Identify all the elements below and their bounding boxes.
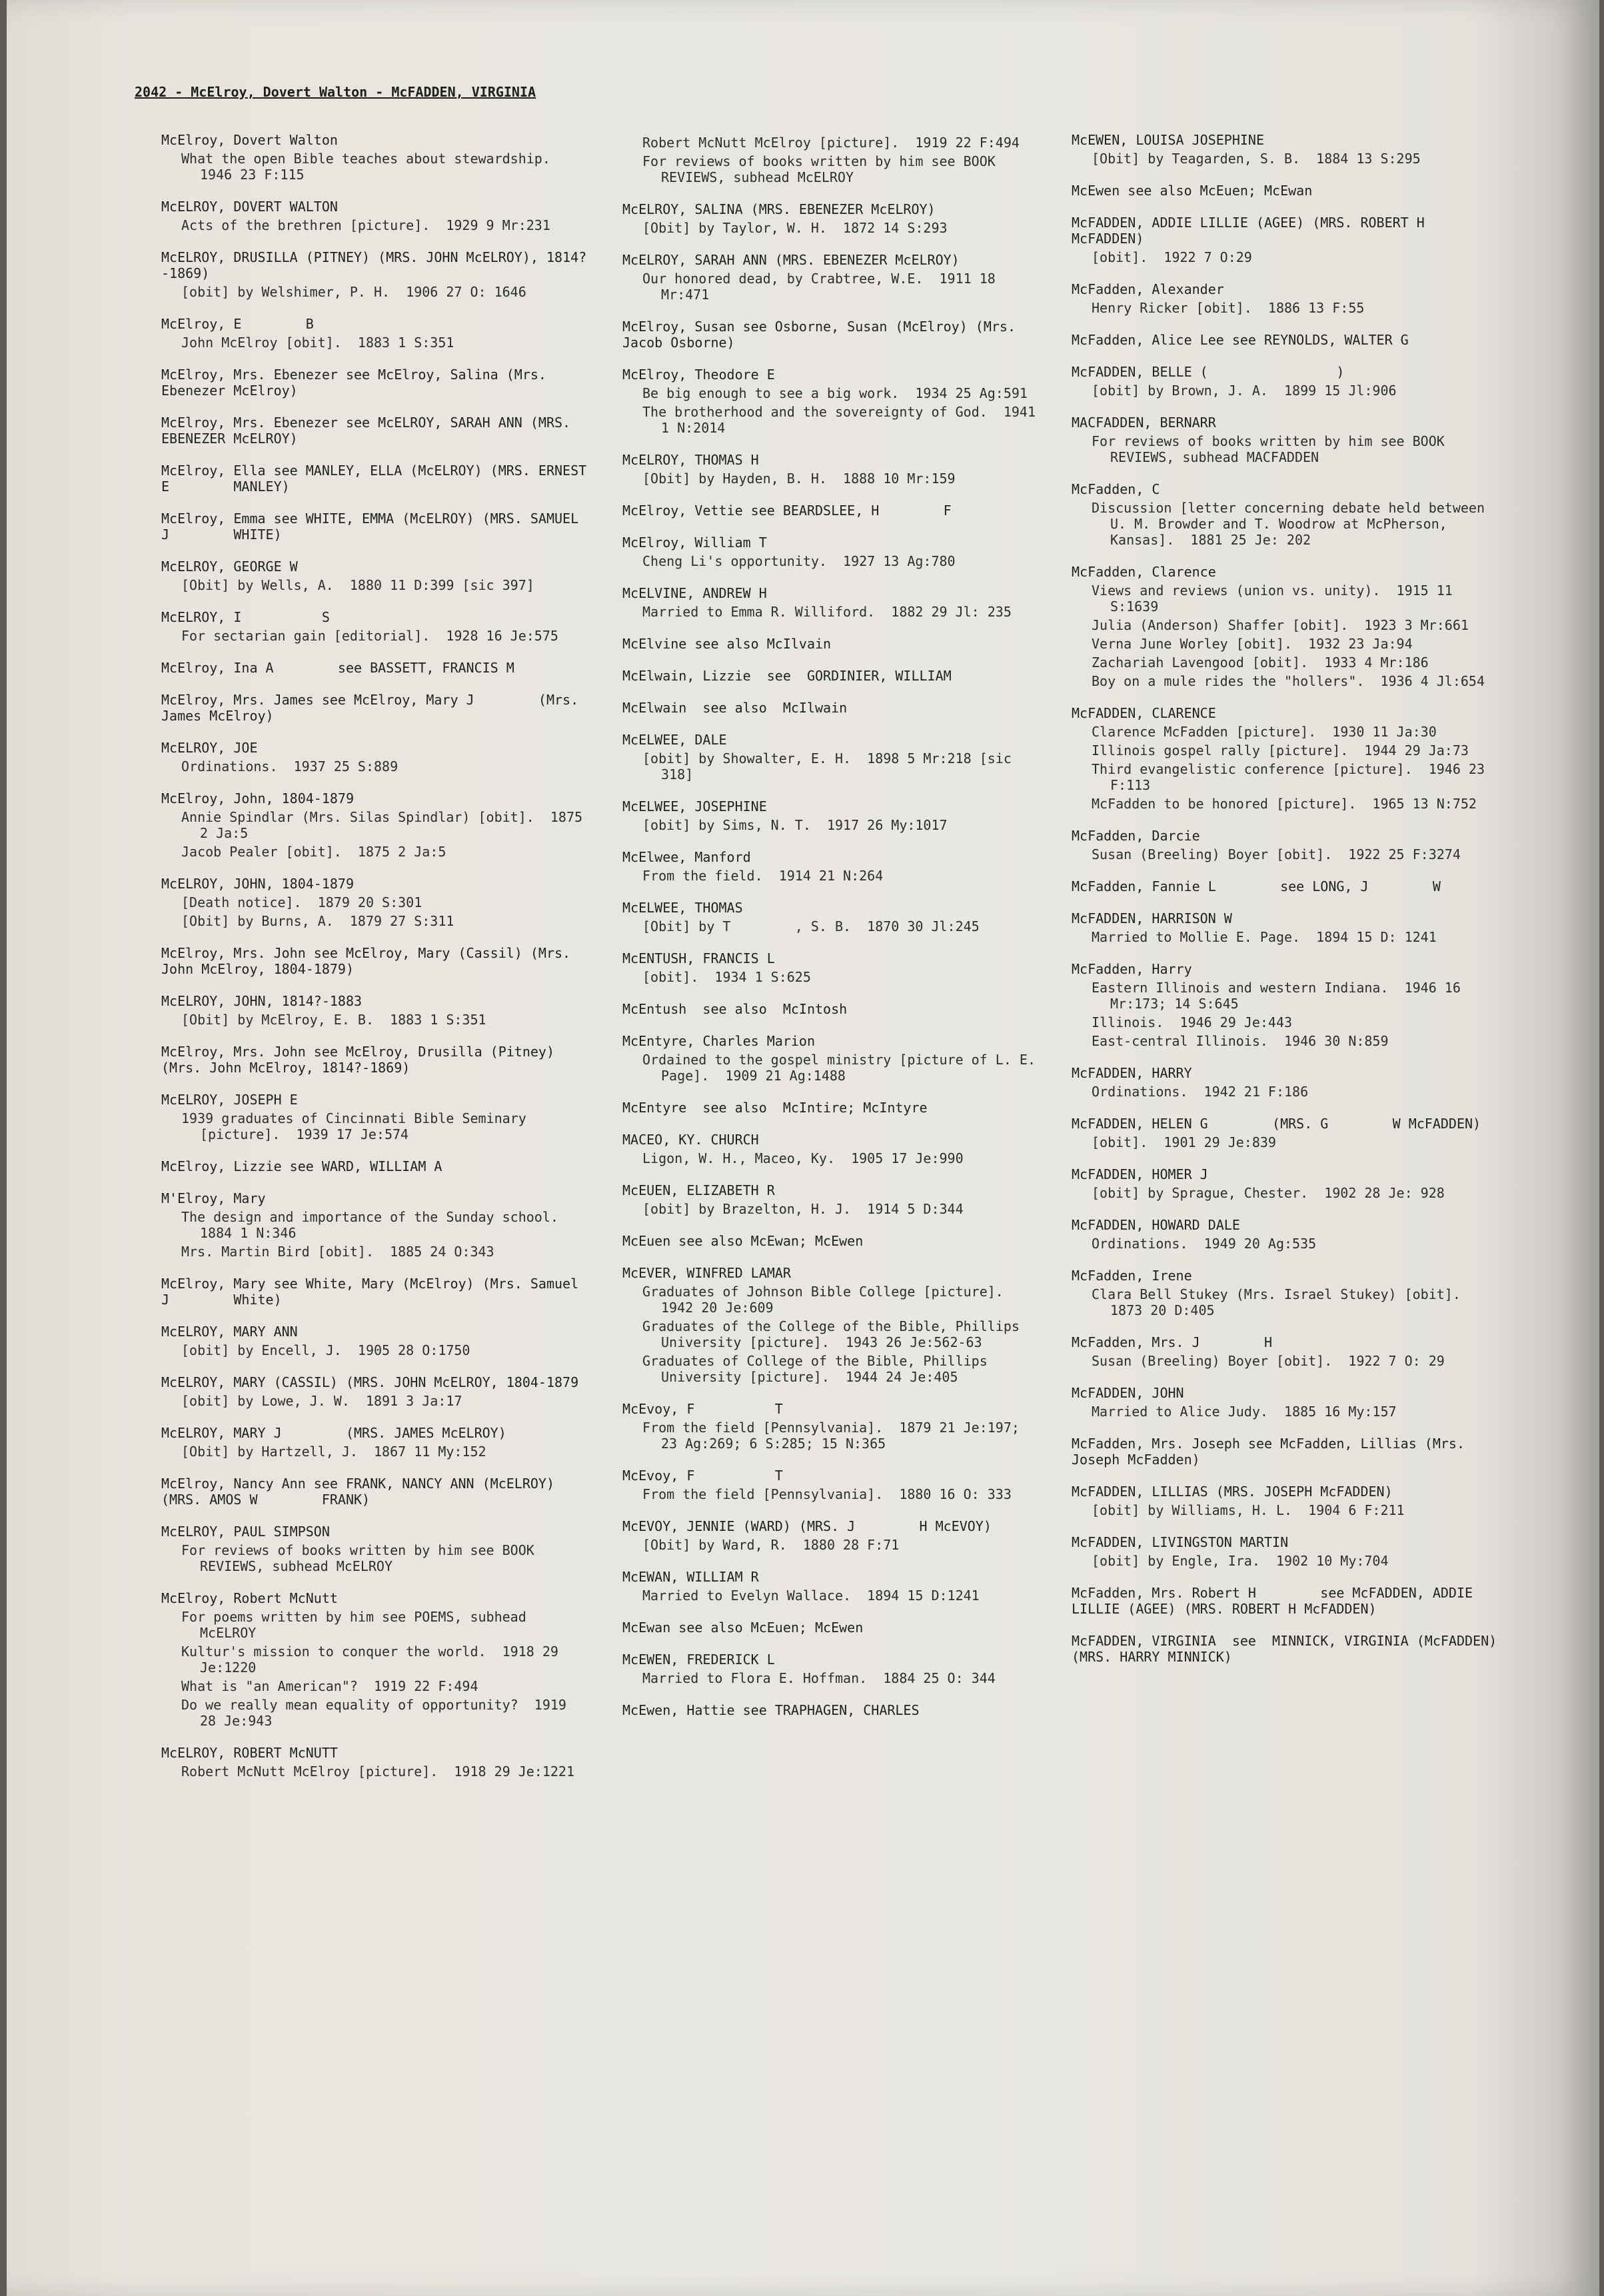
entry-citation: Graduates of Johnson Bible College [picture]. 1942 20 Je:609 [642,1284,1020,1316]
entry-heading: McElwain see also McIlwain [622,700,848,716]
entry-citation: Eastern Illinois and western Indiana. 1946 16 Mr:173; 14 S:645 [1092,980,1469,1012]
entry-citation: [obit] by Showalter, E. H. 1898 5 Mr:218 [sic 318] [642,750,1020,782]
entry-heading: McFADDEN, HOWARD DALE [1072,1217,1240,1233]
index-entry [1072,1585,1505,1617]
entry-citation: [obit] by Encell, J. 1905 28 O:1750 [181,1342,470,1358]
index-entry [1072,828,1505,862]
index-entry [622,135,1042,185]
entry-heading: McElroy, Emma see WHITE, EMMA (McELROY) (MRS. SAMUEL J WHITE) [161,511,587,543]
entry-heading: McELWEE, THOMAS [622,900,743,916]
entry-citation: Illinois. 1946 29 Je:443 [1092,1014,1293,1030]
index-entry [622,1100,1042,1116]
index-entry [1072,1534,1505,1569]
index-entry [161,1590,588,1729]
index-entry [622,252,1042,303]
entry-citation: Cheng Li's opportunity. 1927 13 Ag:780 [642,553,956,569]
entry-citation: Jacob Pealer [obit]. 1875 2 Ja:5 [181,844,446,860]
index-entry [161,316,588,351]
entry-heading: McElwee, Manford [622,849,751,865]
entry-heading: McELROY, DRUSILLA (PITNEY) (MRS. JOHN McELROY), 1814?-1869) [161,249,587,281]
entry-citation: Our honored dead, by Crabtree, W.E. 1911 18 Mr:471 [642,271,1004,303]
entry-citation: [obit]. 1934 1 S:625 [642,969,811,985]
index-column-2 [622,132,1042,1734]
entry-citation: [Obit] by T , S. B. 1870 30 Jl:245 [642,918,980,934]
entry-citation: Mrs. Martin Bird [obit]. 1885 24 O:343 [181,1244,494,1260]
entry-heading: McElroy, Mrs. John see McElroy, Mary (Cassil) (Mrs. John McElroy, 1804-1879) [161,945,579,977]
index-page [7,0,1599,2296]
entry-citation: [obit] by Sprague, Chester. 1902 28 Je: 928 [1092,1185,1445,1201]
entry-heading: McELVINE, ANDREW H [622,585,767,601]
entry-citation: For reviews of books written by him see BOOK REVIEWS, subhead McELROY [181,1542,542,1574]
index-entry [1072,132,1505,167]
entry-citation: From the field [Pennsylvania]. 1879 21 Je:197; 23 Ag:269; 6 S:285; 15 N:365 [642,1420,1028,1452]
entry-heading: McElroy, Dovert Walton [161,132,338,148]
entry-heading: McFADDEN, CLARENCE [1072,705,1216,721]
index-entry [161,1092,588,1142]
entry-heading: McELROY, THOMAS H [622,452,759,468]
entry-citation: [obit] by Sims, N. T. 1917 26 My:1017 [642,817,948,833]
index-entry [622,849,1042,884]
entry-citation: Ordinations. 1937 25 S:889 [181,758,399,774]
index-entry [1072,1436,1505,1468]
entry-citation: [obit] by Brown, J. A. 1899 15 Jl:906 [1092,383,1397,399]
index-entry [1072,183,1505,199]
entry-citation: [Obit] by McElroy, E. B. 1883 1 S:351 [181,1012,486,1028]
entry-citation: Henry Ricker [obit]. 1886 13 F:55 [1092,300,1365,316]
entry-heading: McFadden, C [1072,481,1160,497]
entry-citation: Graduates of College of the Bible, Phillips University [picture]. 1944 24 Je:405 [642,1353,996,1385]
entry-heading: McEWEN, LOUISA JOSEPHINE [1072,132,1264,148]
entry-heading: McEwan see also McEuen; McEwen [622,1620,864,1636]
entry-heading: McFADDEN, VIRGINIA see MINNICK, VIRGINIA (McFADDEN) (MRS. HARRY MINNICK) [1072,1633,1505,1665]
entry-citation: McFadden to be honored [picture]. 1965 13 N:752 [1092,796,1477,812]
entry-heading: McELROY, JOHN, 1804-1879 [161,876,354,892]
entry-citation: Acts of the brethren [picture]. 1929 9 Mr:231 [181,217,550,233]
entry-heading: McElroy, Ella see MANLEY, ELLA (McELROY) (MRS. ERNEST E MANLEY) [161,463,595,495]
entry-citation: [Obit] by Hartzell, J. 1867 11 My:152 [181,1444,486,1460]
index-entry [622,950,1042,985]
entry-heading: McElroy, Mrs. John see McElroy, Drusilla (Pitney) (Mrs. John McElroy, 1814?-1869) [161,1044,563,1076]
entry-citation: 1939 graduates of Cincinnati Bible Seminary [picture]. 1939 17 Je:574 [181,1110,534,1142]
index-entry [161,1158,588,1174]
index-entry [161,415,588,447]
index-entry [1072,215,1505,265]
index-entry [622,1468,1042,1502]
entry-citation: Be big enough to see a big work. 1934 25 Ag:591 [642,385,1028,401]
index-entry [1072,1385,1505,1420]
entry-citation: [obit]. 1922 7 O:29 [1092,249,1252,265]
entry-heading: McELROY, SARAH ANN (MRS. EBENEZER McELROY) [622,252,960,268]
entry-citation: Illinois gospel rally [picture]. 1944 29 Ja:73 [1092,742,1469,758]
entry-heading: McElroy, Theodore E [622,367,775,383]
entry-citation: The design and importance of the Sunday school. 1884 1 N:346 [181,1209,575,1241]
entry-heading: McEvoy, F T [622,1468,783,1484]
entry-citation: Married to Emma R. Williford. 1882 29 Jl: 235 [642,604,1012,620]
index-entry [622,1033,1042,1084]
entry-heading: McEWEN, FREDERICK L [622,1652,775,1668]
entry-heading: McFADDEN, HARRISON W [1072,910,1232,926]
index-entry [161,1374,588,1409]
entry-heading: McEWAN, WILLIAM R [622,1569,759,1585]
entry-citation: East-central Illinois. 1946 30 N:859 [1092,1033,1389,1049]
entry-heading: McFadden, Mrs. Robert H see McFADDEN, ADDIE LILLIE (AGEE) (MRS. ROBERT H McFADDEN) [1072,1585,1481,1617]
index-entry [622,700,1042,716]
entry-citation: For reviews of books written by him see BOOK REVIEWS, subhead MACFADDEN [1092,433,1453,465]
entry-heading: McELROY, MARY (CASSIL) (MRS. JOHN McELROY, 1804-1879 [161,1374,579,1390]
index-entry [622,319,1042,351]
index-entry [161,790,591,860]
entry-citation: John McElroy [obit]. 1883 1 S:351 [181,335,454,351]
entry-citation: For poems written by him see POEMS, subhead McELROY [181,1609,534,1641]
entry-citation: Susan (Breeling) Boyer [obit]. 1922 25 F:3274 [1092,846,1461,862]
entry-citation: Boy on a mule rides the "hollers". 1936 4 Jl:654 [1092,673,1485,689]
entry-citation: [Death notice]. 1879 20 S:301 [181,894,422,910]
index-entry [161,1745,588,1779]
entry-heading: McEntyre, Charles Marion [622,1033,815,1049]
index-entry [161,199,588,233]
entry-heading: McElroy, Vettie see BEARDSLEE, H F [622,503,952,519]
entry-heading: McFADDEN, HARRY [1072,1065,1192,1081]
entry-heading: McFADDEN, HELEN G (MRS. G W McFADDEN) [1072,1116,1481,1132]
entry-heading: McFADDEN, HOMER J [1072,1166,1208,1182]
index-entry [161,463,595,495]
entry-citation: Robert McNutt McElroy [picture]. 1918 29 Je:1221 [181,1763,575,1779]
index-entry [1072,415,1505,465]
index-entry [161,1044,588,1076]
index-entry [1072,281,1505,316]
entry-heading: McFADDEN, JOHN [1072,1385,1184,1401]
entry-heading: McElroy, Susan see Osborne, Susan (McElroy) (Mrs. Jacob Osborne) [622,319,1024,351]
index-entry [622,201,1042,236]
page-header: 2042 - McElroy, Dovert Walton - McFADDEN, VIRGINIA [135,84,536,100]
entry-citation: [obit] by Engle, Ira. 1902 10 My:704 [1092,1553,1389,1569]
index-entry [622,798,1042,833]
entry-heading: McFadden, Mrs. J H [1072,1334,1273,1350]
index-entry [622,1620,1042,1636]
index-entry [161,1425,588,1460]
entry-heading: MACEO, KY. CHURCH [622,1132,759,1148]
entry-citation: [Obit] by Teagarden, S. B. 1884 13 S:295 [1092,151,1421,167]
entry-citation: Ligon, W. H., Maceo, Ky. 1905 17 Je:990 [642,1150,964,1166]
entry-heading: McFadden, Alice Lee see REYNOLDS, WALTER G [1072,332,1409,348]
entry-heading: McFADDEN, BELLE ( ) [1072,364,1345,380]
entry-heading: McFadden, Irene [1072,1268,1192,1284]
entry-citation: Robert McNutt McElroy [picture]. 1919 22 F:494 [642,135,1020,151]
entry-citation: Verna June Worley [obit]. 1932 23 Ja:94 [1092,636,1413,652]
entry-citation: Graduates of the College of the Bible, Phillips University [picture]. 1943 26 Je:562-63 [642,1318,1028,1350]
entry-heading: McELROY, PAUL SIMPSON [161,1524,330,1540]
entry-heading: McFadden, Harry [1072,961,1192,977]
entry-citation: [obit]. 1901 29 Je:839 [1092,1134,1276,1150]
entry-heading: McELROY, GEORGE W [161,559,298,574]
index-column-3 [1072,132,1505,1681]
index-entry [622,732,1042,782]
entry-heading: McEvoy, F T [622,1401,783,1417]
entry-citation: [Obit] by Wells, A. 1880 11 D:399 [sic 397] [181,577,534,593]
entry-heading: McELROY, MARY ANN [161,1324,298,1340]
entry-citation: Annie Spindlar (Mrs. Silas Spindlar) [obit]. 1875 2 Ja:5 [181,809,591,841]
index-entry [161,692,588,724]
index-entry [1072,481,1505,548]
entry-heading: McElroy, Mrs. Ebenezer see McElroy, Salina (Mrs. Ebenezer McElroy) [161,367,555,399]
entry-citation: Clarence McFadden [picture]. 1930 11 Ja:30 [1092,724,1437,740]
entry-citation: For reviews of books written by him see BOOK REVIEWS, subhead McELROY [642,153,1004,185]
entry-heading: McEntyre see also McIntire; McIntyre [622,1100,928,1116]
entry-heading: McFADDEN, ADDIE LILLIE (AGEE) (MRS. ROBERT H McFADDEN) [1072,215,1489,247]
entry-citation: What the open Bible teaches about stewardship. 1946 23 F:115 [181,151,566,183]
index-entry [161,1324,588,1358]
entry-heading: McEuen see also McEwan; McEwen [622,1233,864,1249]
index-entry [161,1276,588,1308]
index-entry [1072,364,1505,399]
entry-heading: McElroy, Ina A see BASSETT, FRANCIS M [161,660,514,676]
index-entry [622,668,1042,684]
index-entry [161,1476,588,1508]
entry-citation: Julia (Anderson) Shaffer [obit]. 1923 3 Mr:661 [1092,617,1469,633]
index-entry [1072,1217,1505,1252]
index-entry [622,367,1042,436]
entry-heading: McELROY, ROBERT McNUTT [161,1745,338,1761]
index-entry [1072,564,1505,689]
entry-heading: McELROY, I S [161,609,330,625]
entry-citation: [obit] by Lowe, J. W. 1891 3 Ja:17 [181,1393,462,1409]
entry-heading: McElroy, William T [622,535,767,551]
index-entry [1072,1633,1505,1665]
index-entry [161,1190,588,1260]
index-entry [622,1518,1042,1553]
entry-heading: McEwen see also McEuen; McEwan [1072,183,1313,199]
entry-heading: McFadden, Fannie L see LONG, J W [1072,878,1441,894]
entry-heading: McEVOY, JENNIE (WARD) (MRS. J H McEVOY) [622,1518,992,1534]
index-entry [1072,705,1505,812]
entry-heading: McFadden, Darcie [1072,828,1200,844]
entry-citation: [Obit] by Hayden, B. H. 1888 10 Mr:159 [642,471,956,487]
entry-heading: McElroy, E B [161,316,314,332]
index-entry [622,900,1042,934]
index-entry [622,452,1042,487]
entry-heading: McElroy, John, 1804-1879 [161,790,354,806]
index-entry [161,1524,588,1574]
index-entry [161,660,588,676]
index-entry [161,367,588,399]
entry-citation: [obit] by Brazelton, H. J. 1914 5 D:344 [642,1201,964,1217]
entry-heading: McElroy, Mrs. James see McElroy, Mary J (Mrs. James McElroy) [161,692,587,724]
index-entry [622,1652,1042,1686]
entry-citation: From the field. 1914 21 N:264 [642,868,884,884]
index-entry [161,740,588,774]
entry-heading: McElroy, Mary see White, Mary (McElroy) (Mrs. Samuel J White) [161,1276,587,1308]
entry-citation: [Obit] by Burns, A. 1879 27 S:311 [181,913,454,929]
index-entry [161,609,588,644]
entry-heading: McELWEE, JOSEPHINE [622,798,767,814]
index-entry [161,559,588,593]
entry-heading: McELWEE, DALE [622,732,727,748]
entry-heading: McElvine see also McIlvain [622,636,832,652]
index-entry [161,945,588,977]
entry-heading: McElroy, Nancy Ann see FRANK, NANCY ANN (McELROY) (MRS. AMOS W FRANK) [161,1476,563,1508]
index-entry [1072,878,1505,894]
entry-citation: [Obit] by Taylor, W. H. 1872 14 S:293 [642,220,948,236]
index-entry [622,503,1042,519]
index-entry [622,1182,1042,1217]
entry-citation: Married to Flora E. Hoffman. 1884 25 O: 344 [642,1670,996,1686]
entry-citation: Ordinations. 1949 20 Ag:535 [1092,1236,1317,1252]
entry-heading: McEntush see also McIntosh [622,1001,848,1017]
entry-heading: McELROY, JOHN, 1814?-1883 [161,993,363,1009]
entry-heading: McFADDEN, LILLIAS (MRS. JOSEPH McFADDEN) [1072,1484,1393,1500]
entry-heading: McFadden, Alexander [1072,281,1224,297]
entry-citation: [Obit] by Ward, R. 1880 28 F:71 [642,1537,900,1553]
entry-citation: From the field [Pennsylvania]. 1880 16 O: 333 [642,1486,1012,1502]
index-entry [1072,1334,1505,1369]
entry-heading: MACFADDEN, BERNARR [1072,415,1216,431]
entry-citation: [obit] by Williams, H. L. 1904 6 F:211 [1092,1502,1405,1518]
index-entry [1072,1166,1505,1201]
index-entry [1072,961,1505,1049]
index-entry [622,1001,1042,1017]
entry-heading: McElroy, Lizzie see WARD, WILLIAM A [161,1158,442,1174]
index-entry [1072,1484,1505,1518]
index-entry [1072,1065,1505,1100]
entry-heading: McENTUSH, FRANCIS L [622,950,775,966]
entry-heading: McELROY, SALINA (MRS. EBENEZER McELROY) [622,201,936,217]
entry-citation: Ordinations. 1942 21 F:186 [1092,1084,1309,1100]
index-entry [1072,910,1505,945]
index-entry [622,1132,1042,1166]
index-entry [161,993,588,1028]
entry-heading: McEVER, WINFRED LAMAR [622,1265,791,1281]
index-entry [622,636,1042,652]
entry-citation: Zachariah Lavengood [obit]. 1933 4 Mr:186 [1092,654,1429,670]
entry-heading: McElroy, Robert McNutt [161,1590,338,1606]
entry-heading: McElroy, Mrs. Ebenezer see McELROY, SARAH ANN (MRS. EBENEZER McELROY) [161,415,579,447]
entry-citation: Married to Alice Judy. 1885 16 My:157 [1092,1404,1397,1420]
entry-citation: What is "an American"? 1919 22 F:494 [181,1678,478,1694]
entry-heading: McELROY, DOVERT WALTON [161,199,338,215]
index-entry [161,511,588,543]
index-entry [1072,332,1505,348]
entry-heading: McELROY, MARY J (MRS. JAMES McELROY) [161,1425,506,1441]
index-entry [622,585,1042,620]
entry-heading: McEwen, Hattie see TRAPHAGEN, CHARLES [622,1702,920,1718]
index-entry [622,535,1042,569]
entry-citation: For sectarian gain [editorial]. 1928 16 Je:575 [181,628,558,644]
index-entry [161,132,588,183]
entry-citation: Kultur's mission to conquer the world. 1918 29 Je:1220 [181,1644,566,1676]
entry-heading: McEUEN, ELIZABETH R [622,1182,775,1198]
index-entry [161,876,588,929]
entry-heading: McElwain, Lizzie see GORDINIER, WILLIAM [622,668,952,684]
entry-citation: Married to Mollie E. Page. 1894 15 D: 1241 [1092,929,1437,945]
entry-citation: Clara Bell Stukey (Mrs. Israel Stukey) [obit]. 1873 20 D:405 [1092,1286,1477,1318]
entry-heading: McFADDEN, LIVINGSTON MARTIN [1072,1534,1289,1550]
index-entry [1072,1268,1505,1318]
entry-citation: Susan (Breeling) Boyer [obit]. 1922 7 O: 29 [1092,1353,1445,1369]
entry-citation: Views and reviews (union vs. unity). 1915 11 S:1639 [1092,582,1461,614]
entry-citation: [obit] by Welshimer, P. H. 1906 27 O: 1646 [181,284,526,300]
entry-heading: M'Elroy, Mary [161,1190,266,1206]
index-entry [622,1569,1042,1604]
entry-heading: McFadden, Clarence [1072,564,1216,580]
index-entry [622,1401,1042,1452]
index-entry [622,1265,1042,1385]
entry-citation: The brotherhood and the sovereignty of God. 1941 1 N:2014 [642,404,1044,436]
index-entry [622,1233,1042,1249]
index-entry [622,1702,1042,1718]
entry-citation: Do we really mean equality of opportunity? 1919 28 Je:943 [181,1697,575,1729]
entry-citation: Discussion [letter concerning debate held between U. M. Browder and T. Woodrow at McPherson, Kansas]. 1881 25 Je: 202 [1092,500,1493,548]
index-entry [1072,1116,1505,1150]
entry-citation: Third evangelistic conference [picture]. 1946 23 F:113 [1092,761,1493,793]
entry-citation: Married to Evelyn Wallace. 1894 15 D:1241 [642,1588,980,1604]
entry-heading: McFadden, Mrs. Joseph see McFadden, Lillias (Mrs. Joseph McFadden) [1072,1436,1473,1468]
entry-heading: McELROY, JOSEPH E [161,1092,298,1108]
entry-citation: Ordained to the gospel ministry [picture of L. E. Page]. 1909 21 Ag:1488 [642,1052,1044,1084]
index-column-1 [161,132,595,1795]
entry-heading: McELROY, JOE [161,740,258,756]
index-entry [161,249,588,300]
